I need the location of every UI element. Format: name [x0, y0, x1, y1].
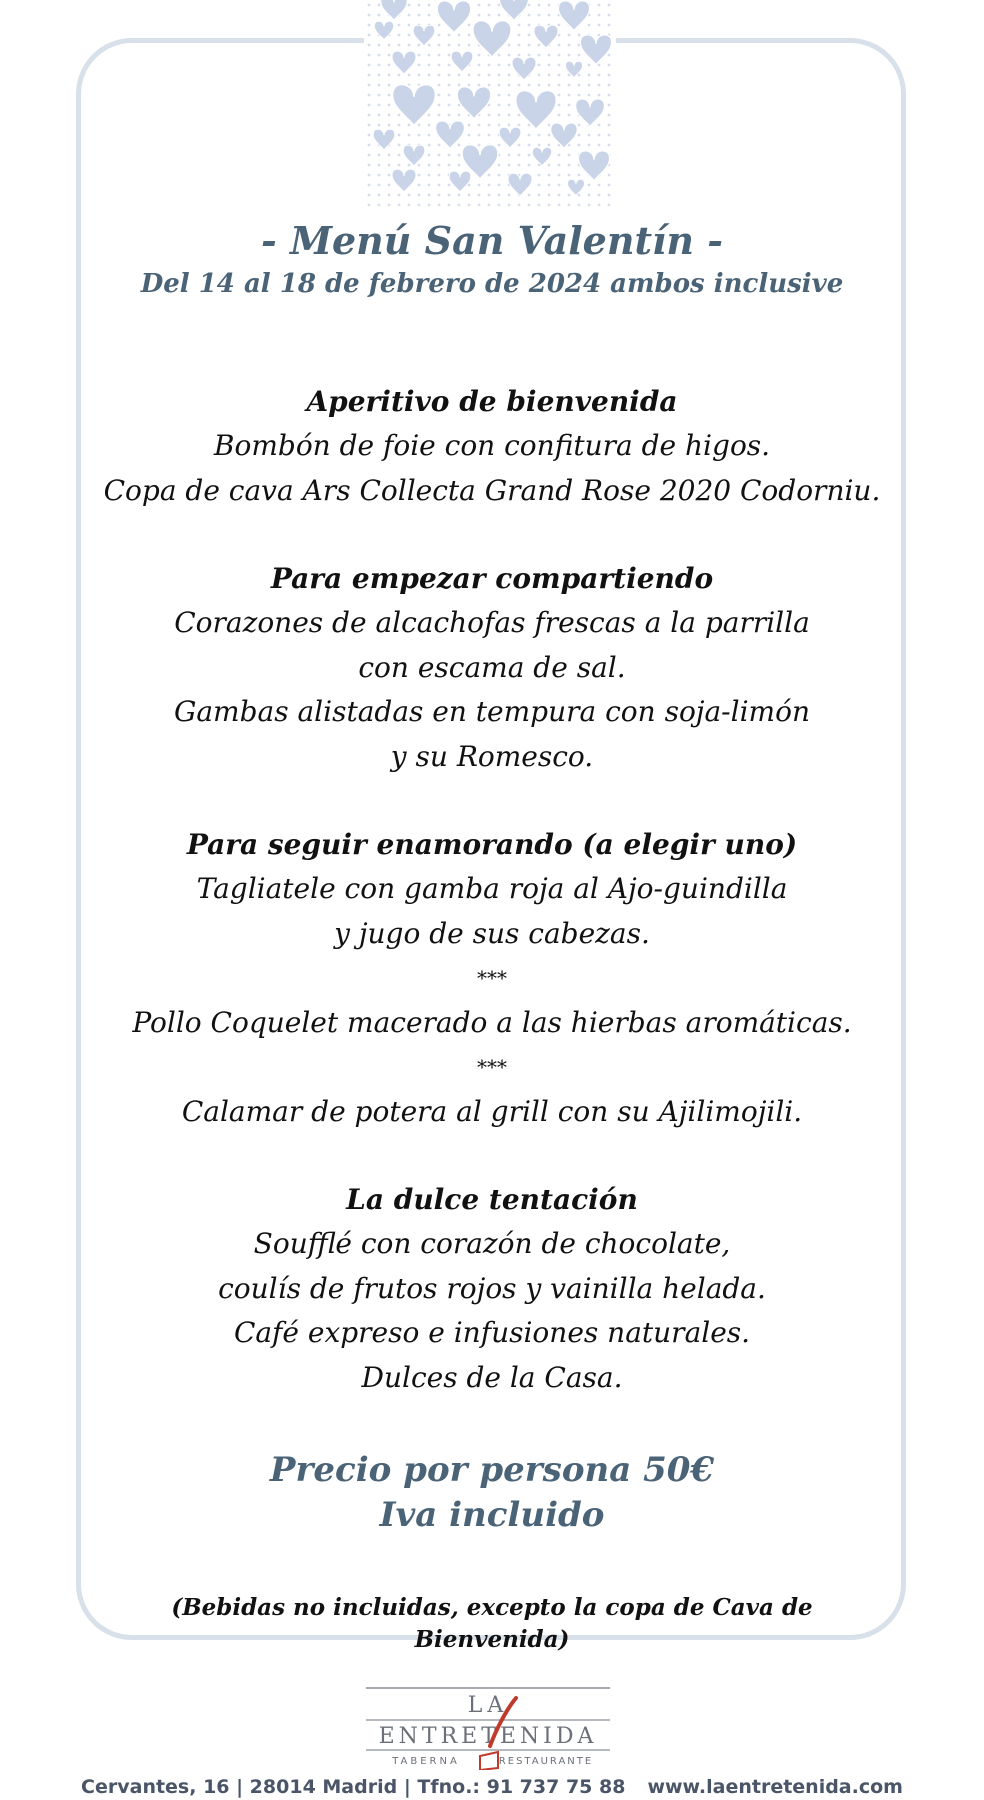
menu-item: Dulces de la Casa. — [361, 1360, 623, 1394]
footer-address: Cervantes, 16 | 28014 Madrid | Tfno.: 91 737 75 88 — [81, 1776, 626, 1798]
section-empezar — [100, 557, 884, 779]
menu-item: Soufflé con corazón de chocolate, — [253, 1227, 731, 1260]
menu-item: Pollo Coquelet macerado a las hierbas aromáticas. — [132, 1005, 852, 1039]
logo-left-word: TABERNA — [392, 1756, 460, 1767]
price-per-person: Precio por persona 50€ — [269, 1450, 715, 1490]
section-seguir — [100, 823, 884, 1134]
footer-website-link[interactable]: www.laentretenida.com — [647, 1776, 903, 1798]
menu-dates: Del 14 al 18 de febrero de 2024 ambos inclusive — [140, 269, 844, 299]
menu-item: coulís de frutos rojos y vainilla helada. — [218, 1271, 766, 1305]
menu-title: - Menú San Valentín - — [260, 218, 724, 263]
footer-contact — [0, 1774, 984, 1800]
separator: *** — [477, 966, 507, 990]
price-block — [100, 1448, 884, 1538]
logo-right-word: RESTAURANTE — [498, 1756, 594, 1767]
menu-item: con escama de sal. — [358, 650, 626, 684]
section-title: La dulce tentación — [346, 1183, 638, 1216]
section-dulce — [100, 1178, 884, 1400]
menu-item: Bombón de foie con confitura de higos. — [213, 429, 771, 462]
section-title: Para empezar compartiendo — [270, 562, 714, 595]
menu-item: Café expreso e infusiones naturales. — [233, 1316, 751, 1349]
hearts-decoration — [364, 0, 616, 206]
price-vat-note: Iva incluido — [379, 1495, 605, 1535]
restaurant-logo — [366, 1686, 610, 1770]
separator: *** — [477, 1055, 507, 1079]
section-aperitivo — [100, 380, 884, 513]
menu-item: Copa de cava Ars Collecta Grand Rose 2020 Codorniu. — [103, 473, 881, 507]
drinks-note: (Bebidas no incluidas, excepto la copa de Cava de Bienvenida) — [171, 1594, 813, 1653]
hearts-pattern-icon — [364, 0, 616, 206]
logo-icon — [366, 1686, 610, 1770]
menu-item: y jugo de sus cabezas. — [334, 916, 650, 950]
menu-item: Tagliatele con gamba roja al Ajo-guindilla — [196, 872, 788, 905]
logo-main-text: ENTRETENIDA — [378, 1724, 598, 1749]
menu-item: Calamar de potera al grill con su Ajilimojili. — [181, 1094, 803, 1128]
menu-item: Corazones de alcachofas frescas a la parrilla — [174, 606, 810, 639]
logo-cup-icon — [480, 1752, 498, 1770]
menu-content — [100, 216, 884, 1538]
menu-item: Gambas alistadas en tempura con soja-limón — [173, 695, 810, 728]
menu-item: y su Romesco. — [390, 739, 594, 773]
section-title: Aperitivo de bienvenida — [306, 385, 678, 418]
section-title: Para seguir enamorando (a elegir uno) — [186, 828, 798, 861]
logo-top-text: LA — [467, 1693, 509, 1718]
